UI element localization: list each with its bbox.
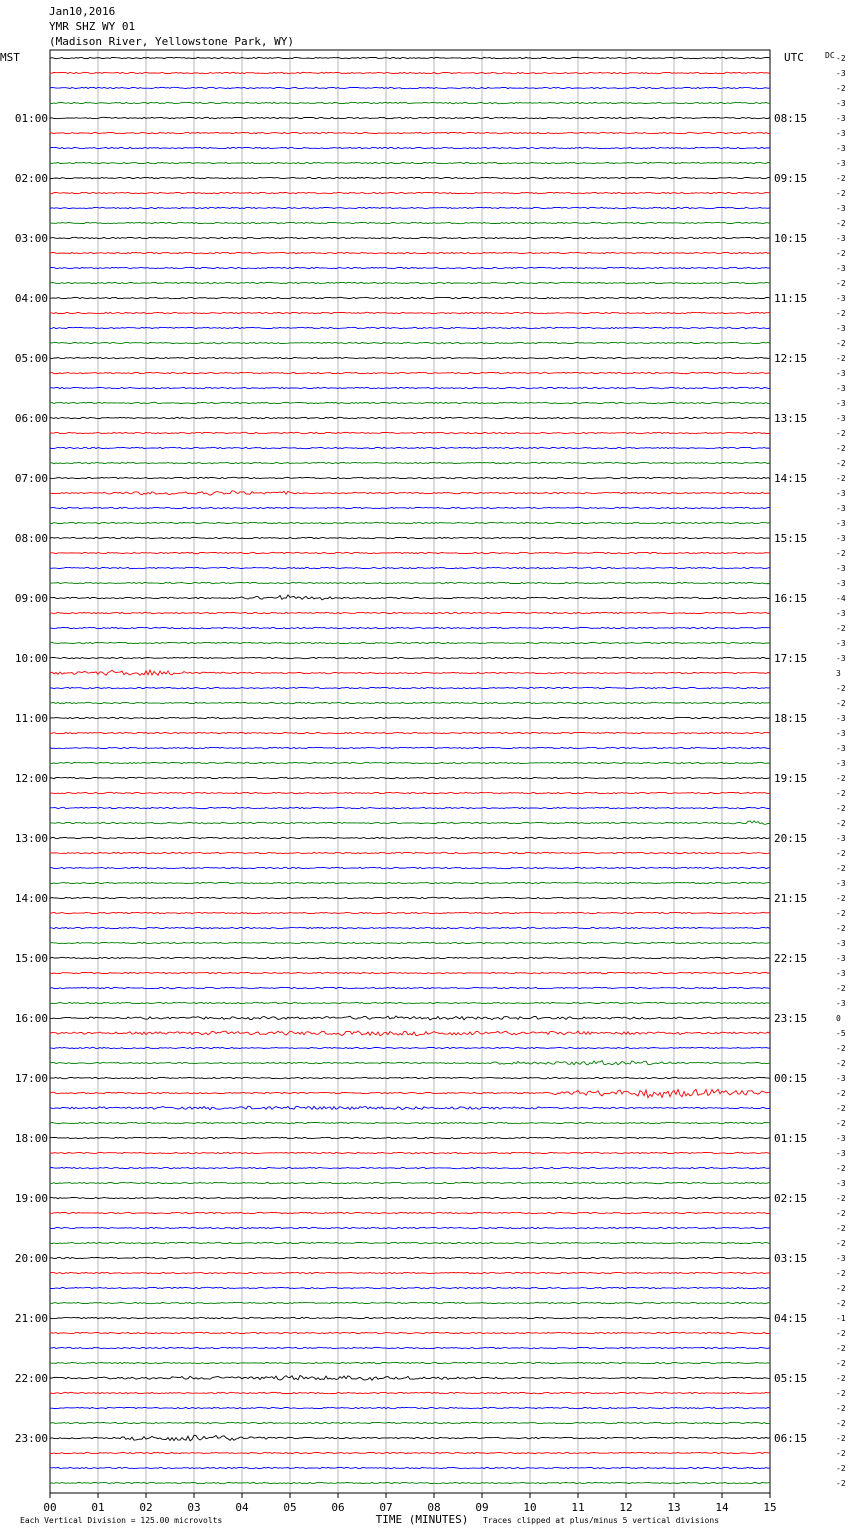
dc-offset-label: -2 — [836, 909, 846, 918]
right-hour-label: 06:15 — [774, 1432, 808, 1445]
left-hour-label: 15:00 — [14, 952, 48, 965]
seismic-trace — [50, 1422, 770, 1423]
left-hour-label: 11:00 — [14, 712, 48, 725]
seismic-trace — [50, 1031, 770, 1036]
right-hour-label: 03:15 — [774, 1252, 808, 1265]
dc-offset-label: -1 — [836, 1314, 846, 1323]
x-tick-label: 07 — [379, 1501, 393, 1514]
seismic-trace — [50, 972, 770, 973]
dc-offset-label: -3 — [836, 744, 846, 753]
dc-offset-label: -2 — [836, 1479, 846, 1488]
plot-station: YMR SHZ WY 01 — [49, 20, 136, 33]
seismic-trace — [50, 1482, 770, 1483]
dc-offset-label: -3 — [836, 159, 846, 168]
seismic-trace — [50, 72, 770, 73]
seismic-trace — [50, 387, 770, 388]
seismic-trace — [50, 867, 770, 868]
dc-offset-label: -3 — [836, 264, 846, 273]
seismic-trace — [50, 177, 770, 178]
seismic-trace — [50, 162, 770, 163]
clip-note: Traces clipped at plus/minus 5 vertical divisions — [483, 1516, 720, 1525]
right-hour-label: 21:15 — [774, 892, 808, 905]
dc-offset-label: -3 — [836, 729, 846, 738]
seismic-trace — [50, 717, 770, 718]
seismic-trace — [50, 1077, 770, 1078]
left-hour-label: 19:00 — [14, 1192, 48, 1205]
seismic-trace — [50, 1106, 770, 1110]
dc-offset-label: -2 — [836, 1044, 846, 1053]
dc-offset-label: -2 — [836, 789, 846, 798]
dc-offset-label: -3 — [836, 1179, 846, 1188]
seismic-trace — [50, 282, 770, 283]
left-hour-label: 05:00 — [14, 352, 48, 365]
seismic-trace — [50, 1152, 770, 1153]
left-hour-label: 08:00 — [14, 532, 48, 545]
seismic-trace — [50, 1047, 770, 1048]
dc-offset-label: -2 — [836, 354, 846, 363]
seismic-trace — [50, 732, 770, 733]
dc-offset-label: -3 — [836, 294, 846, 303]
seismic-trace — [50, 147, 770, 148]
seismic-trace — [50, 687, 770, 688]
x-tick-label: 02 — [139, 1501, 153, 1514]
dc-offset-label: -3 — [836, 69, 846, 78]
dc-offset-label: -2 — [836, 924, 846, 933]
dc-offset-label: -2 — [836, 1344, 846, 1353]
dc-offset-label: -3 — [836, 759, 846, 768]
dc-offset-label: -2 — [836, 1089, 846, 1098]
dc-offset-label: -2 — [836, 1374, 846, 1383]
dc-offset-label: -3 — [836, 939, 846, 948]
dc-offset-label: -2 — [836, 429, 846, 438]
seismic-trace — [50, 102, 770, 103]
dc-offset-label: -2 — [836, 1119, 846, 1128]
seismic-trace — [50, 491, 770, 496]
dc-offset-label: -3 — [836, 489, 846, 498]
seismic-trace — [50, 957, 770, 958]
dc-offset-label: -2 — [836, 819, 846, 828]
dc-offset-label: -3 — [836, 609, 846, 618]
seismic-trace — [50, 192, 770, 193]
dc-offset-label: -2 — [836, 849, 846, 858]
x-tick-label: 04 — [235, 1501, 249, 1514]
x-tick-label: 03 — [187, 1501, 201, 1514]
dc-offset-label: -3 — [836, 999, 846, 1008]
seismic-trace — [50, 297, 770, 298]
dc-offset-label: -2 — [836, 474, 846, 483]
dc-offset-label: -3 — [836, 144, 846, 153]
dc-offset-label: -4 — [836, 594, 846, 603]
plot-location: (Madison River, Yellowstone Park, WY) — [49, 35, 295, 48]
seismic-trace — [50, 627, 770, 628]
left-hour-label: 04:00 — [14, 292, 48, 305]
left-hour-label: 01:00 — [14, 112, 48, 125]
seismic-trace — [50, 1257, 770, 1258]
right-hour-label: 12:15 — [774, 352, 808, 365]
dc-offset-label: -2 — [836, 1209, 846, 1218]
dc-offset-label: -3 — [836, 654, 846, 663]
seismic-trace — [50, 552, 770, 553]
dc-offset-label: -2 — [836, 1224, 846, 1233]
dc-offset-label: -3 — [836, 129, 846, 138]
left-hour-label: 20:00 — [14, 1252, 48, 1265]
seismic-trace — [50, 1089, 770, 1098]
seismic-trace — [50, 327, 770, 328]
seismic-trace — [50, 432, 770, 433]
dc-offset-label: -3 — [836, 369, 846, 378]
seismic-trace — [50, 477, 770, 478]
seismic-trace — [50, 567, 770, 568]
left-hour-label: 02:00 — [14, 172, 48, 185]
seismic-trace — [50, 1182, 770, 1183]
dc-offset-label: -3 — [836, 204, 846, 213]
seismic-trace — [50, 207, 770, 208]
dc-offset-label: -3 — [836, 564, 846, 573]
dc-offset-label: -2 — [836, 1269, 846, 1278]
dc-offset-label: -2 — [836, 189, 846, 198]
seismic-trace — [50, 342, 770, 343]
dc-offset-label: -2 — [836, 1329, 846, 1338]
seismic-trace — [50, 1242, 770, 1243]
right-hour-label: 14:15 — [774, 472, 808, 485]
seismic-trace — [50, 657, 770, 658]
dc-offset-label: -2 — [836, 1284, 846, 1293]
dc-offset-label: -2 — [836, 1464, 846, 1473]
seismic-trace — [50, 1376, 770, 1381]
plot-frame — [50, 50, 770, 1493]
right-hour-label: 00:15 — [774, 1072, 808, 1085]
dc-offset-label: -3 — [836, 399, 846, 408]
seismic-trace — [50, 1197, 770, 1198]
seismic-trace — [50, 447, 770, 448]
seismic-trace — [50, 1467, 770, 1468]
seismic-trace — [50, 132, 770, 133]
seismic-trace — [50, 1347, 770, 1348]
dc-offset-label: -2 — [836, 804, 846, 813]
dc-offset-label: -2 — [836, 1104, 846, 1113]
seismic-trace — [50, 1317, 770, 1318]
seismic-trace — [50, 912, 770, 913]
dc-offset-label: -3 — [836, 534, 846, 543]
seismic-trace — [50, 537, 770, 538]
dc-offset-label: -3 — [836, 414, 846, 423]
seismic-trace — [50, 372, 770, 373]
seismic-trace — [50, 1287, 770, 1288]
right-hour-label: 19:15 — [774, 772, 808, 785]
dc-offset-label: -3 — [836, 519, 846, 528]
seismic-trace — [50, 237, 770, 238]
x-tick-label: 08 — [427, 1501, 441, 1514]
seismic-trace — [50, 582, 770, 583]
dc-offset-label: -3 — [836, 1134, 846, 1143]
dc-offset-label: -2 — [836, 444, 846, 453]
seismic-trace — [50, 792, 770, 793]
dc-offset-label: -3 — [836, 234, 846, 243]
seismic-trace — [50, 87, 770, 88]
seismic-trace — [50, 252, 770, 253]
right-hour-label: 11:15 — [774, 292, 808, 305]
seismic-trace — [50, 57, 770, 58]
seismic-trace — [50, 837, 770, 838]
scale-note: Each Vertical Division = 125.00 microvolts — [20, 1516, 223, 1525]
dc-label: DC — [825, 51, 835, 60]
x-tick-label: 09 — [475, 1501, 489, 1514]
dc-offset-label: -2 — [836, 309, 846, 318]
seismic-trace — [50, 612, 770, 613]
dc-offset-label: -2 — [836, 624, 846, 633]
seismic-trace — [50, 1392, 770, 1393]
dc-offset-label: -2 — [836, 549, 846, 558]
seismic-trace — [50, 1212, 770, 1213]
dc-offset-label: -2 — [836, 894, 846, 903]
seismic-trace — [50, 1122, 770, 1123]
dc-offset-label: -3 — [836, 1149, 846, 1158]
seismic-trace — [50, 1435, 770, 1441]
left-hour-label: 23:00 — [14, 1432, 48, 1445]
dc-offset-label: -3 — [836, 504, 846, 513]
left-hour-label: 22:00 — [14, 1372, 48, 1385]
dc-offset-label: -2 — [836, 699, 846, 708]
x-tick-label: 06 — [331, 1501, 345, 1514]
seismic-trace — [50, 507, 770, 508]
dc-offset-label: -3 — [836, 99, 846, 108]
seismic-trace — [50, 267, 770, 268]
left-hour-label: 17:00 — [14, 1072, 48, 1085]
dc-offset-label: 3 — [836, 669, 841, 678]
left-hour-label: 16:00 — [14, 1012, 48, 1025]
right-hour-label: 23:15 — [774, 1012, 808, 1025]
seismic-trace — [50, 312, 770, 313]
dc-offset-label: -2 — [836, 1449, 846, 1458]
right-hour-label: 04:15 — [774, 1312, 808, 1325]
seismic-trace — [50, 807, 770, 808]
dc-offset-label: -3 — [836, 954, 846, 963]
seismic-trace — [50, 357, 770, 358]
seismic-trace — [50, 927, 770, 928]
dc-offset-label: -3 — [836, 834, 846, 843]
dc-offset-label: -2 — [836, 1239, 846, 1248]
plot-date: Jan10,2016 — [49, 5, 116, 18]
dc-offset-label: -2 — [836, 174, 846, 183]
seismic-trace — [50, 670, 770, 675]
x-tick-label: 01 — [91, 1501, 105, 1514]
seismic-trace — [50, 642, 770, 643]
dc-offset-label: -2 — [836, 1194, 846, 1203]
dc-offset-label: -2 — [836, 1404, 846, 1413]
left-hour-label: 06:00 — [14, 412, 48, 425]
x-tick-label: 14 — [715, 1501, 729, 1514]
dc-offset-label: -2 — [836, 984, 846, 993]
right-hour-label: 15:15 — [774, 532, 808, 545]
right-axis-label: UTC — [784, 51, 804, 64]
seismic-trace — [50, 1227, 770, 1228]
right-hour-label: 13:15 — [774, 412, 808, 425]
seismic-trace — [50, 1362, 770, 1363]
dc-offset-label: -2 — [836, 219, 846, 228]
right-hour-label: 10:15 — [774, 232, 808, 245]
seismic-trace — [50, 1061, 770, 1065]
x-tick-label: 15 — [763, 1501, 777, 1514]
seismic-trace — [50, 852, 770, 853]
seismic-trace — [50, 1302, 770, 1303]
right-hour-label: 16:15 — [774, 592, 808, 605]
left-hour-label: 10:00 — [14, 652, 48, 665]
seismic-trace — [50, 1407, 770, 1408]
seismic-trace — [50, 777, 770, 778]
x-tick-label: 13 — [667, 1501, 681, 1514]
dc-offset-label: -3 — [836, 1254, 846, 1263]
x-tick-label: 10 — [523, 1501, 537, 1514]
seismic-trace — [50, 117, 770, 118]
dc-offset-label: -2 — [836, 54, 846, 63]
dc-offset-label: -3 — [836, 879, 846, 888]
seismic-trace — [50, 702, 770, 703]
seismic-trace — [50, 402, 770, 403]
dc-offset-label: -2 — [836, 339, 846, 348]
dc-offset-label: -2 — [836, 1359, 846, 1368]
x-axis-title: TIME (MINUTES) — [375, 1513, 469, 1526]
left-axis-label: MST — [0, 51, 20, 64]
seismic-trace — [50, 1452, 770, 1453]
dc-offset-label: -2 — [836, 684, 846, 693]
seismic-trace — [50, 1137, 770, 1138]
left-hour-label: 18:00 — [14, 1132, 48, 1145]
x-tick-label: 00 — [43, 1501, 57, 1514]
dc-offset-label: -2 — [836, 1434, 846, 1443]
dc-offset-label: -3 — [836, 324, 846, 333]
seismic-trace — [50, 821, 770, 824]
seismic-trace — [50, 1016, 770, 1020]
right-hour-label: 18:15 — [774, 712, 808, 725]
seismic-trace — [50, 417, 770, 418]
dc-offset-label: -5 — [836, 1029, 846, 1038]
right-hour-label: 05:15 — [774, 1372, 808, 1385]
x-tick-label: 11 — [571, 1501, 585, 1514]
right-hour-label: 20:15 — [774, 832, 808, 845]
dc-offset-label: -3 — [836, 384, 846, 393]
seismic-trace — [50, 462, 770, 463]
dc-offset-label: -2 — [836, 249, 846, 258]
seismic-trace — [50, 1272, 770, 1273]
dc-offset-label: -2 — [836, 1419, 846, 1428]
left-hour-label: 13:00 — [14, 832, 48, 845]
seismic-trace — [50, 882, 770, 883]
dc-offset-label: -3 — [836, 579, 846, 588]
left-hour-label: 03:00 — [14, 232, 48, 245]
right-hour-label: 08:15 — [774, 112, 808, 125]
dc-offset-label: -2 — [836, 279, 846, 288]
dc-offset-label: -2 — [836, 459, 846, 468]
seismic-trace — [50, 1002, 770, 1003]
x-tick-label: 12 — [619, 1501, 633, 1514]
dc-offset-label: -3 — [836, 639, 846, 648]
seismic-trace — [50, 942, 770, 943]
right-hour-label: 22:15 — [774, 952, 808, 965]
left-hour-label: 12:00 — [14, 772, 48, 785]
dc-offset-label: -3 — [836, 114, 846, 123]
dc-offset-label: -2 — [836, 864, 846, 873]
left-hour-label: 07:00 — [14, 472, 48, 485]
seismic-trace — [50, 897, 770, 898]
left-hour-label: 09:00 — [14, 592, 48, 605]
dc-offset-label: 0 — [836, 1014, 841, 1023]
dc-offset-label: -2 — [836, 84, 846, 93]
right-hour-label: 17:15 — [774, 652, 808, 665]
dc-offset-label: -2 — [836, 1299, 846, 1308]
dc-offset-label: -2 — [836, 1389, 846, 1398]
right-hour-label: 01:15 — [774, 1132, 808, 1145]
dc-offset-label: -3 — [836, 1074, 846, 1083]
left-hour-label: 21:00 — [14, 1312, 48, 1325]
dc-offset-label: -2 — [836, 1164, 846, 1173]
seismic-trace — [50, 747, 770, 748]
seismic-trace — [50, 522, 770, 523]
left-hour-label: 14:00 — [14, 892, 48, 905]
seismic-trace — [50, 1332, 770, 1333]
x-tick-label: 05 — [283, 1501, 297, 1514]
dc-offset-label: -3 — [836, 969, 846, 978]
seismic-trace — [50, 762, 770, 763]
seismic-trace — [50, 222, 770, 223]
right-hour-label: 09:15 — [774, 172, 808, 185]
seismic-trace — [50, 595, 770, 600]
seismic-trace — [50, 987, 770, 988]
dc-offset-label: -3 — [836, 714, 846, 723]
dc-offset-label: -2 — [836, 774, 846, 783]
dc-offset-label: -2 — [836, 1059, 846, 1068]
right-hour-label: 02:15 — [774, 1192, 808, 1205]
seismic-trace — [50, 1167, 770, 1168]
